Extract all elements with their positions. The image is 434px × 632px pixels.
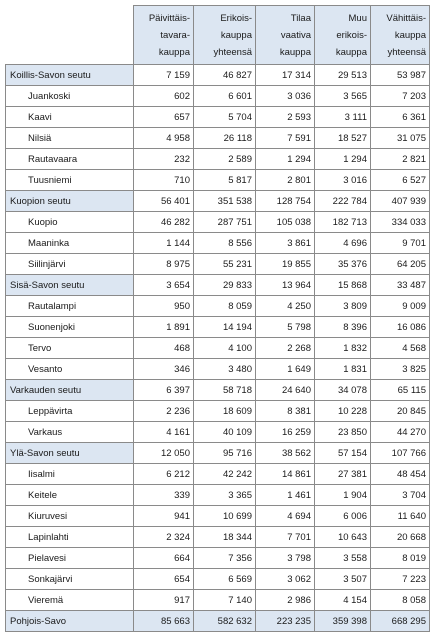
row-label: Keitele: [6, 485, 134, 506]
municipality-row: [6, 317, 430, 338]
value-cell: 29 513: [315, 65, 371, 86]
value-cell: 2 589: [194, 149, 256, 170]
value-cell: 4 100: [194, 338, 256, 359]
region-row: [6, 65, 430, 86]
value-cell: 2 801: [256, 170, 315, 191]
value-cell: 4 154: [315, 590, 371, 611]
row-label: Maaninka: [6, 233, 134, 254]
value-cell: 95 716: [194, 443, 256, 464]
row-label: Iisalmi: [6, 464, 134, 485]
value-cell: 8 059: [194, 296, 256, 317]
value-cell: 3 558: [315, 548, 371, 569]
value-cell: 7 591: [256, 128, 315, 149]
value-cell: 46 282: [134, 212, 194, 233]
value-cell: 7 356: [194, 548, 256, 569]
value-cell: 287 751: [194, 212, 256, 233]
value-cell: 8 556: [194, 233, 256, 254]
municipality-row: [6, 464, 430, 485]
retail-table-container: [5, 5, 430, 632]
col-header-daily-goods: Päivittäis- tavara- kauppa: [134, 6, 194, 65]
table-body: [6, 65, 430, 632]
municipality-row: [6, 149, 430, 170]
value-cell: 950: [134, 296, 194, 317]
value-cell: 6 569: [194, 569, 256, 590]
value-cell: 3 062: [256, 569, 315, 590]
value-cell: 4 568: [371, 338, 430, 359]
value-cell: 23 850: [315, 422, 371, 443]
value-cell: 654: [134, 569, 194, 590]
value-cell: 6 397: [134, 380, 194, 401]
value-cell: 3 507: [315, 569, 371, 590]
value-cell: 8 396: [315, 317, 371, 338]
value-cell: 65 115: [371, 380, 430, 401]
municipality-row: [6, 506, 430, 527]
value-cell: 7 159: [134, 65, 194, 86]
municipality-row: [6, 338, 430, 359]
row-label: Suonenjoki: [6, 317, 134, 338]
value-cell: 40 109: [194, 422, 256, 443]
value-cell: 14 861: [256, 464, 315, 485]
value-cell: 1 294: [315, 149, 371, 170]
value-cell: 18 527: [315, 128, 371, 149]
row-label: Leppävirta: [6, 401, 134, 422]
value-cell: 10 643: [315, 527, 371, 548]
region-row: [6, 443, 430, 464]
municipality-row: [6, 548, 430, 569]
value-cell: 668 295: [371, 611, 430, 632]
value-cell: 16 086: [371, 317, 430, 338]
row-label: Rautalampi: [6, 296, 134, 317]
value-cell: 3 480: [194, 359, 256, 380]
value-cell: 407 939: [371, 191, 430, 212]
value-cell: 85 663: [134, 611, 194, 632]
value-cell: 7 223: [371, 569, 430, 590]
value-cell: 2 821: [371, 149, 430, 170]
value-cell: 664: [134, 548, 194, 569]
row-label: Juankoski: [6, 86, 134, 107]
value-cell: 31 075: [371, 128, 430, 149]
value-cell: 582 632: [194, 611, 256, 632]
value-cell: 1 831: [315, 359, 371, 380]
value-cell: 182 713: [315, 212, 371, 233]
value-cell: 2 593: [256, 107, 315, 128]
value-cell: 3 565: [315, 86, 371, 107]
value-cell: 17 314: [256, 65, 315, 86]
value-cell: 1 904: [315, 485, 371, 506]
row-label: Kiuruvesi: [6, 506, 134, 527]
value-cell: 4 696: [315, 233, 371, 254]
municipality-row: [6, 401, 430, 422]
value-cell: 10 699: [194, 506, 256, 527]
value-cell: 5 704: [194, 107, 256, 128]
region-row: [6, 191, 430, 212]
value-cell: 334 033: [371, 212, 430, 233]
municipality-row: [6, 590, 430, 611]
value-cell: 6 212: [134, 464, 194, 485]
value-cell: 3 365: [194, 485, 256, 506]
row-label: Sisä-Savon seutu: [6, 275, 134, 296]
municipality-row: [6, 86, 430, 107]
value-cell: 107 766: [371, 443, 430, 464]
value-cell: 18 609: [194, 401, 256, 422]
value-cell: 2 324: [134, 527, 194, 548]
value-cell: 44 270: [371, 422, 430, 443]
row-label: Siilinjärvi: [6, 254, 134, 275]
value-cell: 57 154: [315, 443, 371, 464]
municipality-row: [6, 296, 430, 317]
value-cell: 13 964: [256, 275, 315, 296]
value-cell: 4 958: [134, 128, 194, 149]
value-cell: 9 009: [371, 296, 430, 317]
value-cell: 24 640: [256, 380, 315, 401]
row-label: Rautavaara: [6, 149, 134, 170]
municipality-row: [6, 485, 430, 506]
value-cell: 223 235: [256, 611, 315, 632]
row-label: Vesanto: [6, 359, 134, 380]
value-cell: 7 203: [371, 86, 430, 107]
value-cell: 8 019: [371, 548, 430, 569]
value-cell: 15 868: [315, 275, 371, 296]
row-label: Varkaus: [6, 422, 134, 443]
row-label: Vieremä: [6, 590, 134, 611]
row-label: Kuopion seutu: [6, 191, 134, 212]
municipality-row: [6, 107, 430, 128]
value-cell: 8 058: [371, 590, 430, 611]
value-cell: 8 381: [256, 401, 315, 422]
header-corner: [6, 6, 134, 65]
value-cell: 1 144: [134, 233, 194, 254]
value-cell: 6 527: [371, 170, 430, 191]
municipality-row: [6, 359, 430, 380]
row-label: Pielavesi: [6, 548, 134, 569]
value-cell: 14 194: [194, 317, 256, 338]
value-cell: 3 861: [256, 233, 315, 254]
municipality-row: [6, 569, 430, 590]
municipality-row: [6, 170, 430, 191]
value-cell: 917: [134, 590, 194, 611]
value-cell: 26 118: [194, 128, 256, 149]
value-cell: 2 986: [256, 590, 315, 611]
municipality-row: [6, 233, 430, 254]
col-header-specialty-total: Erikois- kauppa yhteensä: [194, 6, 256, 65]
col-header-other-specialty: Muu erikois- kauppa: [315, 6, 371, 65]
value-cell: 35 376: [315, 254, 371, 275]
value-cell: 10 228: [315, 401, 371, 422]
value-cell: 6 006: [315, 506, 371, 527]
value-cell: 3 825: [371, 359, 430, 380]
col-header-retail-total: Vähittäis- kauppa yhteensä: [371, 6, 430, 65]
value-cell: 20 668: [371, 527, 430, 548]
value-cell: 3 016: [315, 170, 371, 191]
value-cell: 468: [134, 338, 194, 359]
value-cell: 19 855: [256, 254, 315, 275]
retail-sales-table: [5, 5, 430, 632]
value-cell: 4 161: [134, 422, 194, 443]
row-label: Ylä-Savon seutu: [6, 443, 134, 464]
value-cell: 29 833: [194, 275, 256, 296]
value-cell: 4 694: [256, 506, 315, 527]
value-cell: 5 817: [194, 170, 256, 191]
total-row: [6, 611, 430, 632]
value-cell: 2 236: [134, 401, 194, 422]
value-cell: 33 487: [371, 275, 430, 296]
region-row: [6, 275, 430, 296]
value-cell: 941: [134, 506, 194, 527]
municipality-row: [6, 128, 430, 149]
header-row: [6, 6, 430, 65]
value-cell: 3 798: [256, 548, 315, 569]
value-cell: 38 562: [256, 443, 315, 464]
row-label: Nilsiä: [6, 128, 134, 149]
value-cell: 53 987: [371, 65, 430, 86]
value-cell: 48 454: [371, 464, 430, 485]
value-cell: 3 111: [315, 107, 371, 128]
value-cell: 339: [134, 485, 194, 506]
value-cell: 6 361: [371, 107, 430, 128]
value-cell: 710: [134, 170, 194, 191]
value-cell: 20 845: [371, 401, 430, 422]
value-cell: 351 538: [194, 191, 256, 212]
row-label: Kaavi: [6, 107, 134, 128]
row-label: Lapinlahti: [6, 527, 134, 548]
value-cell: 8 975: [134, 254, 194, 275]
value-cell: 3 654: [134, 275, 194, 296]
value-cell: 18 344: [194, 527, 256, 548]
value-cell: 1 294: [256, 149, 315, 170]
municipality-row: [6, 254, 430, 275]
value-cell: 46 827: [194, 65, 256, 86]
value-cell: 3 036: [256, 86, 315, 107]
value-cell: 1 832: [315, 338, 371, 359]
row-label: Varkauden seutu: [6, 380, 134, 401]
value-cell: 56 401: [134, 191, 194, 212]
row-label: Tuusniemi: [6, 170, 134, 191]
municipality-row: [6, 422, 430, 443]
value-cell: 12 050: [134, 443, 194, 464]
col-header-space-intensive: Tilaa vaativa kauppa: [256, 6, 315, 65]
value-cell: 3 809: [315, 296, 371, 317]
value-cell: 7 140: [194, 590, 256, 611]
value-cell: 657: [134, 107, 194, 128]
value-cell: 222 784: [315, 191, 371, 212]
row-label: Koillis-Savon seutu: [6, 65, 134, 86]
value-cell: 16 259: [256, 422, 315, 443]
row-label: Sonkajärvi: [6, 569, 134, 590]
municipality-row: [6, 527, 430, 548]
value-cell: 232: [134, 149, 194, 170]
value-cell: 1 891: [134, 317, 194, 338]
value-cell: 11 640: [371, 506, 430, 527]
row-label: Tervo: [6, 338, 134, 359]
value-cell: 9 701: [371, 233, 430, 254]
value-cell: 55 231: [194, 254, 256, 275]
value-cell: 4 250: [256, 296, 315, 317]
row-label: Kuopio: [6, 212, 134, 233]
value-cell: 7 701: [256, 527, 315, 548]
row-label: Pohjois-Savo: [6, 611, 134, 632]
municipality-row: [6, 212, 430, 233]
value-cell: 34 078: [315, 380, 371, 401]
value-cell: 359 398: [315, 611, 371, 632]
value-cell: 5 798: [256, 317, 315, 338]
value-cell: 128 754: [256, 191, 315, 212]
value-cell: 42 242: [194, 464, 256, 485]
value-cell: 105 038: [256, 212, 315, 233]
value-cell: 64 205: [371, 254, 430, 275]
value-cell: 2 268: [256, 338, 315, 359]
region-row: [6, 380, 430, 401]
value-cell: 58 718: [194, 380, 256, 401]
value-cell: 346: [134, 359, 194, 380]
value-cell: 1 461: [256, 485, 315, 506]
value-cell: 1 649: [256, 359, 315, 380]
value-cell: 6 601: [194, 86, 256, 107]
value-cell: 3 704: [371, 485, 430, 506]
value-cell: 27 381: [315, 464, 371, 485]
value-cell: 602: [134, 86, 194, 107]
